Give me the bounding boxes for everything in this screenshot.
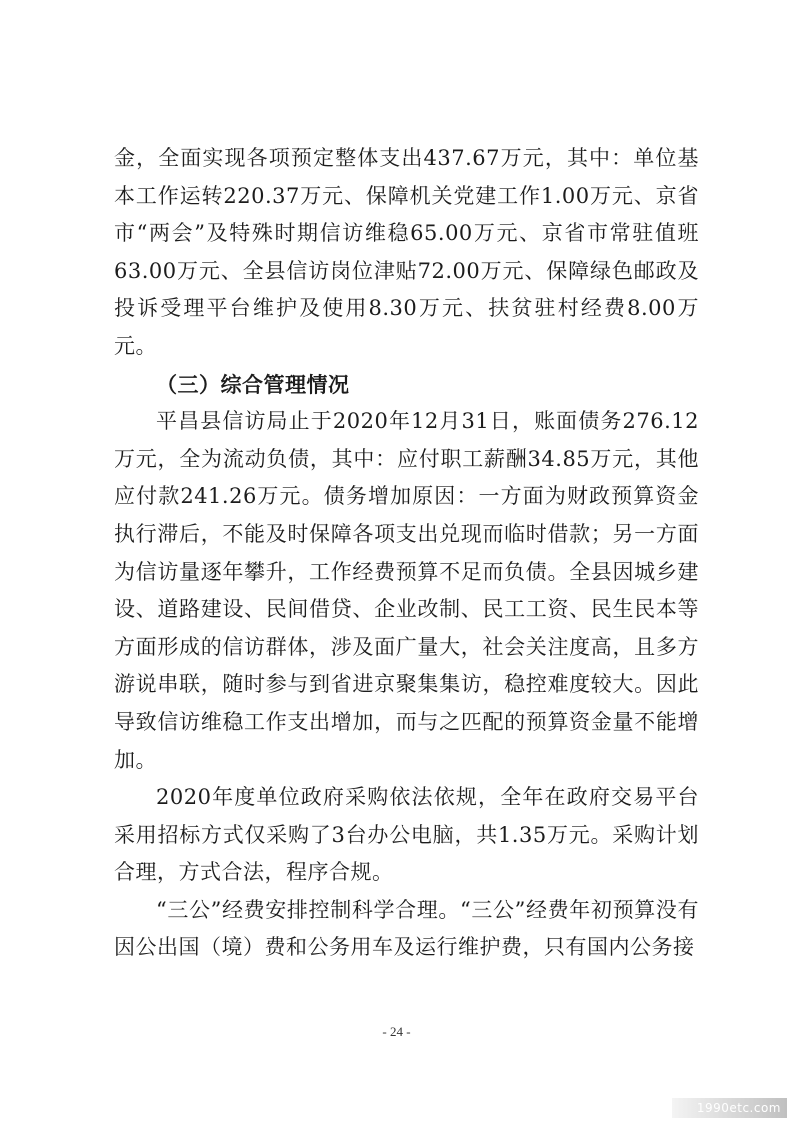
paragraph-procurement: 2020年度单位政府采购依法依规，全年在政府交易平台采用招标方式仅采购了3台办公电脑，共1.35万元。采购计划合理，方式合法，程序合规。 [114, 785, 699, 885]
paragraph-three-public-expenses: “三公”经费安排控制科学合理。“三公”经费年初预算没有因公出国（境）费和公务用车及运行维护费，只有国内公务接 [114, 897, 699, 960]
page-number: - 24 - [382, 1024, 411, 1039]
paragraph-debt: 平昌县信访局止于2020年12月31日，账面债务276.12万元，全为流动负债，其中：应付职工薪酬34.85万元，其他应付款241.26万元。债务增加原因：一方面为财政预算资金执行滞后，不能及时保障各项支出兑现而临时借款；另一方面为信访量逐年攀升，工作经费预算不足而负债。全县因城乡建设、道路建设、民间借贷、企业改制、民工工资、民生民本等方面形成的信访群体，涉及面广量大，社会关注度高，且多方游说串联，随时参与到省进京聚集集访，稳控难度较大。因此导致信访维稳工作支出增加，而与之匹配的预算资金量不能增加。 [114, 409, 699, 772]
paragraph-1: 金，全面实现各项预定整体支出437.67万元，其中：单位基本工作运转220.37万元、保障机关党建工作1.00万元、京省市“两会”及特殊时期信访维稳65.00万元、京省市常驻值班63.00万元、全县信访岗位津贴72.00万元、保障绿色邮政及投诉受理平台维护及使用8.30万元、扶贫驻村经费8.00万元。 [114, 146, 699, 358]
watermark: 1990etc.com [672, 1098, 787, 1118]
section-heading: （三）综合管理情况 [156, 371, 350, 397]
body-text [114, 140, 699, 967]
